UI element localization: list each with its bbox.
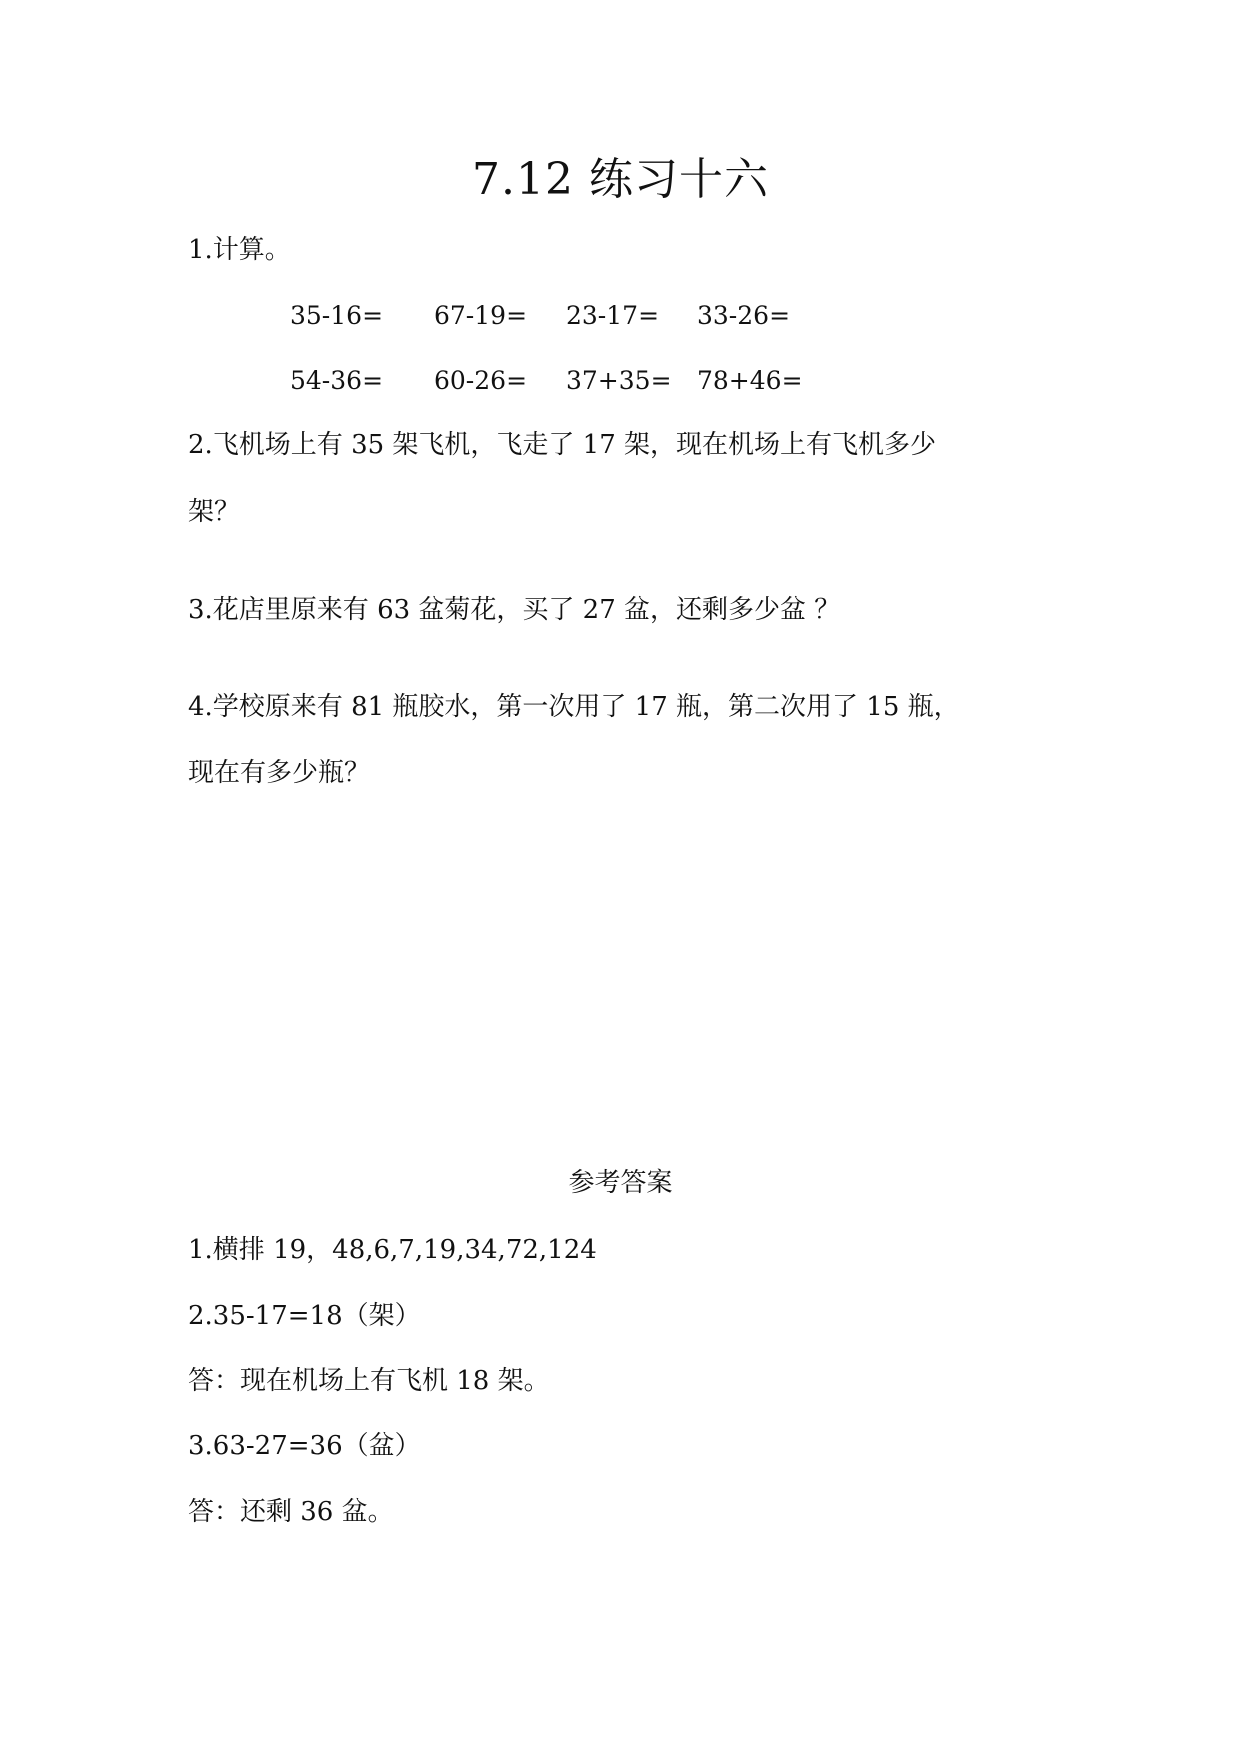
calc-row-2 xyxy=(0,363,1241,399)
calc-item: 60-26= xyxy=(434,366,528,395)
calc-item: 33-26= xyxy=(697,301,791,330)
answers-title: 参考答案 xyxy=(568,1168,673,1198)
calc-item: 67-19= xyxy=(434,301,528,330)
calc-item: 23-17= xyxy=(566,301,660,330)
answer-3-text: 答：还剩 36 盆。 xyxy=(188,1497,394,1527)
question-4-line-1: 4.学校原来有 81 瓶胶水，第一次用了 17 瓶，第二次用了 15 瓶， xyxy=(188,692,960,722)
answer-3-calc: 3.63-27=36（盆） xyxy=(188,1431,421,1461)
calc-item: 37+35= xyxy=(566,366,672,395)
question-2-line-2: 架？ xyxy=(188,497,241,527)
answer-1: 1.横排 19，48,6,7,19,34,72,124 xyxy=(188,1235,597,1265)
question-3-line-1: 3.花店里原来有 63 盆菊花，买了 27 盆，还剩多少盆 ？ xyxy=(188,595,841,625)
page-title: 7.12 练习十六 xyxy=(472,154,769,205)
calc-item: 78+46= xyxy=(697,366,803,395)
calc-item: 35-16= xyxy=(290,301,384,330)
question-4-line-2: 现在有多少瓶？ xyxy=(188,758,371,788)
question-1-label: 1.计算。 xyxy=(188,235,291,265)
answer-2-text: 答：现在机场上有飞机 18 架。 xyxy=(188,1366,550,1396)
question-2-line-1: 2.飞机场上有 35 架飞机，飞走了 17 架，现在机场上有飞机多少 xyxy=(188,430,937,460)
calc-item: 54-36= xyxy=(290,366,384,395)
calc-row-1 xyxy=(0,298,1241,334)
answer-2-calc: 2.35-17=18（架） xyxy=(188,1301,421,1331)
